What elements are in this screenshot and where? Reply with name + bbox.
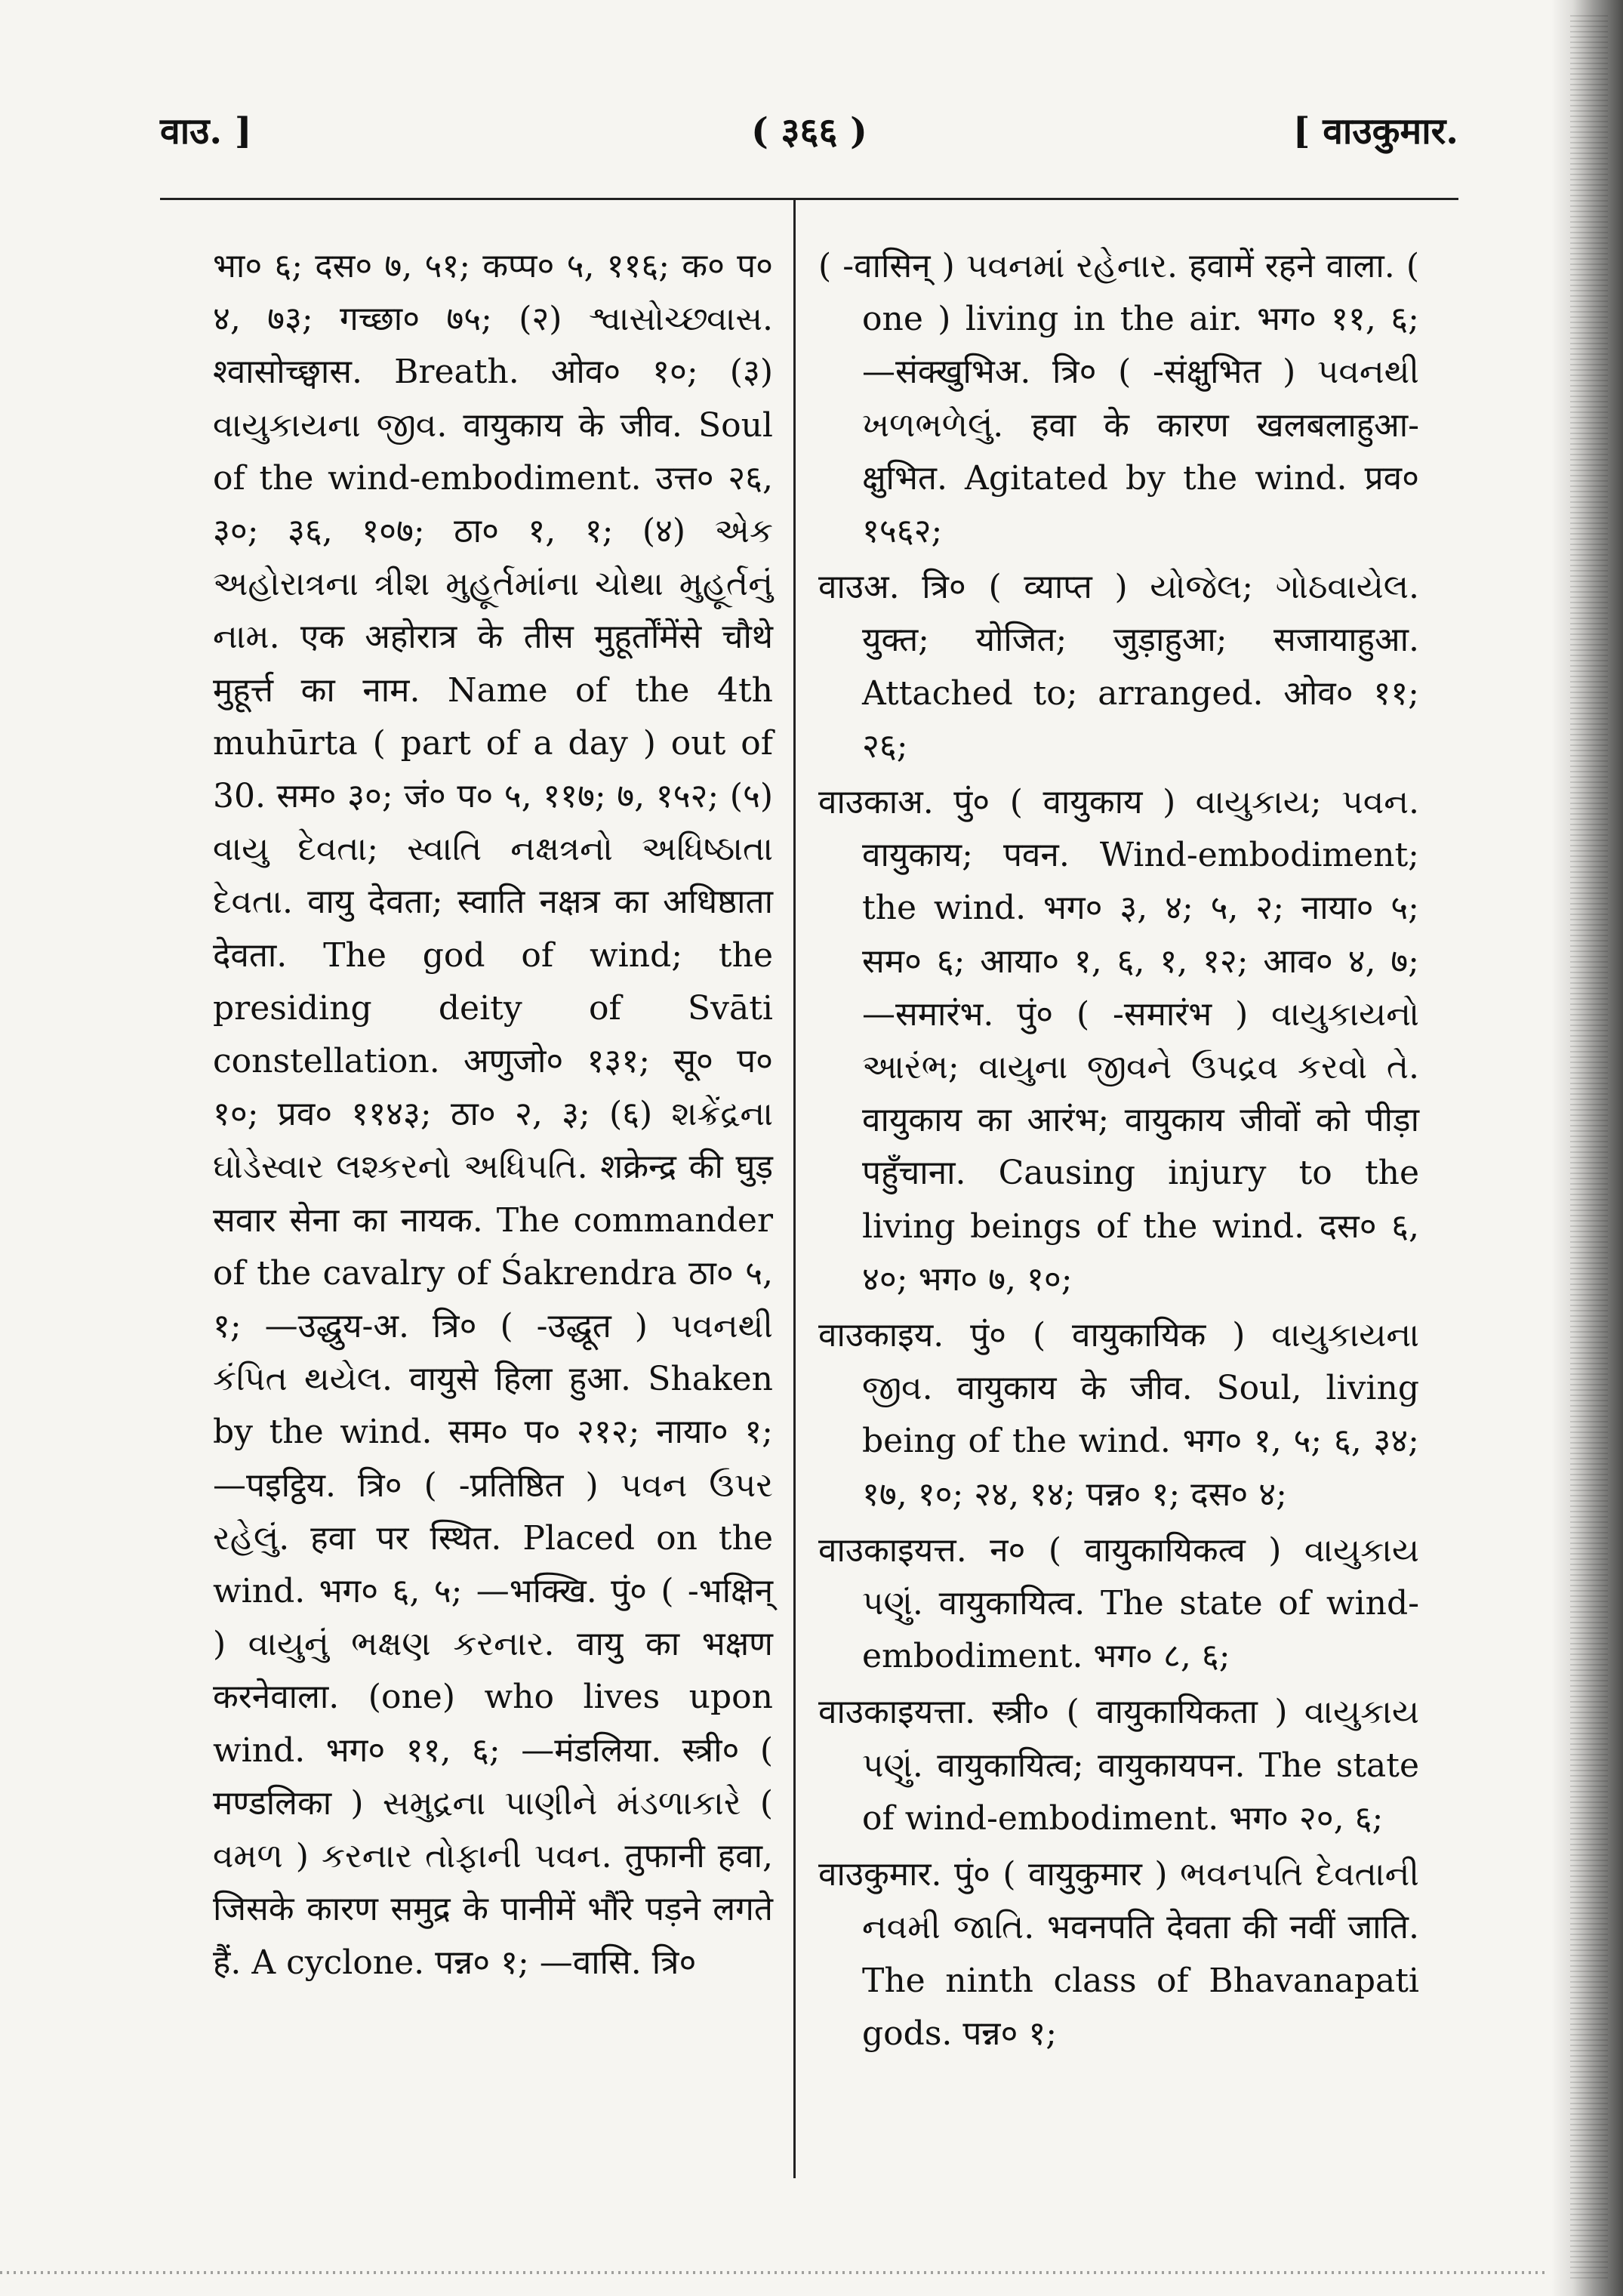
entry-vaukaa: वाउकाअ. पुं० ( वायुकाय ) વાયુકાય; પવન. वायुकाय; पवन. Wind-embodiment; the wind. भग० ३, ४; ५, २; नाया० ५; सम० ६; आया० १, ६, १, १२; आव० ४, ७; —समारंभ. पुं० ( -समारंभ ) વાયુકાયનો આરંભ; વાયુના જીવને ઉપદ્રવ કરવો તે. वायुकाय का आरंभ; वायुकाय जीवों को पीड़ा पहुँचाना. Causing injury to the living beings of the wind. दस० ६, ४०; भग० ७, १०; <box>818 783 1419 1299</box>
right-column <box>818 240 1419 2060</box>
header-right-guideword: [ वाउकुमार. <box>1292 110 1458 153</box>
page-edge-texture <box>1570 15 1608 2280</box>
header-left-guideword: वाउ. ] <box>160 110 252 153</box>
entry-vaukaiyattaa: वाउकाइयत्ता. स्त्री० ( वायुकायिकता ) વાયુકાય પણું. वायुकायित्व; वायुकायपन. The state of wind-embodiment. भग० २०, ६; <box>818 1693 1419 1838</box>
page-bottom-edge <box>0 2271 1548 2274</box>
entry-vaukaiyatta: वाउकाइयत्त. न० ( वायुकायिकत्व ) વાયુકાય પણું. वायुकायित्व. The state of wind-embodiment. भग० ८, ६; <box>818 1530 1419 1676</box>
entry-continuation-vaasi: ( -वासिन् ) પવનમાં રહેનાર. हवामें रहने वाला. ( one ) living in the air. भग० ११, ६; —संक्खुभिअ. त्रि० ( -संक्षुभित ) પવનથી ખળભળેલું. हवा के कारण खलबलाहुआ-क्षुभित. Agitated by the wind. प्रव० १५६२; <box>818 247 1419 551</box>
running-header <box>160 106 1458 166</box>
left-column <box>213 240 773 1989</box>
entry-vaukaiya: वाउकाइय. पुं० ( वायुकायिक ) વાયુકાયના જીવ. वायुकाय के जीव. Soul, living being of the wind. भग० १, ५; ६, ३४; १७, १०; २४, १४; पन्न० १; दस० ४; <box>818 1316 1419 1514</box>
header-rule <box>160 198 1458 200</box>
column-divider <box>793 200 796 2178</box>
left-column-text: भा० ६; दस० ७, ५१; कप्प० ५, ११६; क० प० ४, ७३; गच्छा० ७५; (२) શ્વાસોચ્છ્વાસ. श्वासोच्छ्वास. Breath. ओव० १०; (३) વાયુકાયના જીવ. वायुकाय के जीव. Soul of the wind-embodiment. उत्त० २६, ३०; ३६, १०७; ठा० १, १; (४) એક અહોરાત્રના ત્રીશ મુહૂર્તમાંના ચોથા મુહૂર્તનું નામ. एक अहोरात्र के तीस मुहूर्तोंमेंसे चौथे मुहूर्त्त का नाम. Name of the 4th muhūrta ( part of a day ) out of 30. सम० ३०; जं० प० ५, ११७; ७, १५२; (५) વાયુ દેવતા; સ્વાતિ નક્ષત્રનો અધિષ્ઠાતા દેવતા. वायु देवता; स्वाति नक्षत्र का अधिष्ठाता देवता. The god of wind; the presiding deity of Svāti constellation. अणुजो० १३१; सू० प० १०; प्रव० ११४३; ठा० २, ३; (६) શક્રેંદ્રના ઘોડેસ્વાર લશ્કરનો અધિપતિ. शक्रेन्द्र की घुड़ सवार सेना का नायक. The commander of the cavalry of Śakrendra ठा० ५, १; —उद्धुय-अ. त्रि० ( -उद्धूत ) પવનથી કંપિત થયેલ. वायुसे हिला हुआ. Shaken by the wind. सम० प० २१२; नाया० १; —पइट्ठिय. त्रि० ( -प्रतिष्ठित ) પવન ઉપર રહેલું. हवा पर स्थित. Placed on the wind. भग० ६, ५; —भक्खि. पुं० ( -भक्षिन् ) વાયુનું ભક્ષણ કરનાર. वायु का भक्षण करनेवाला. (one) who lives upon wind. भग० ११, ६; —मंडलिया. स्त्री० ( मण्डलिका ) સમુદ્રના પાણીને મંડળાકારે ( વમળ ) કરનાર તોફાની પવન. तुफानी हवा, जिसके कारण समुद्र के पानीमें भौंरे पड़ने लगते हैं. A cyclone. पन्न० १; —वासि. त्रि० <box>213 247 773 1982</box>
entry-vaua: वाउअ. त्रि० ( व्याप्त ) યોજેલ; ગોઠવાયેલ. युक्त; योजित; जुड़ाहुआ; सजायाहुआ. Attached to; arranged. ओव० ११; २६; <box>818 568 1419 766</box>
page-number: ( ३६६ ) <box>751 110 867 153</box>
entry-vaukumara: वाउकुमार. पुं० ( वायुकुमार ) ભવનપતિ દેવતાની નવમી જાતિ. भवनपति देवता की नवीं जाति. The ninth class of Bhavanapati gods. पन्न० १; <box>818 1855 1419 2053</box>
